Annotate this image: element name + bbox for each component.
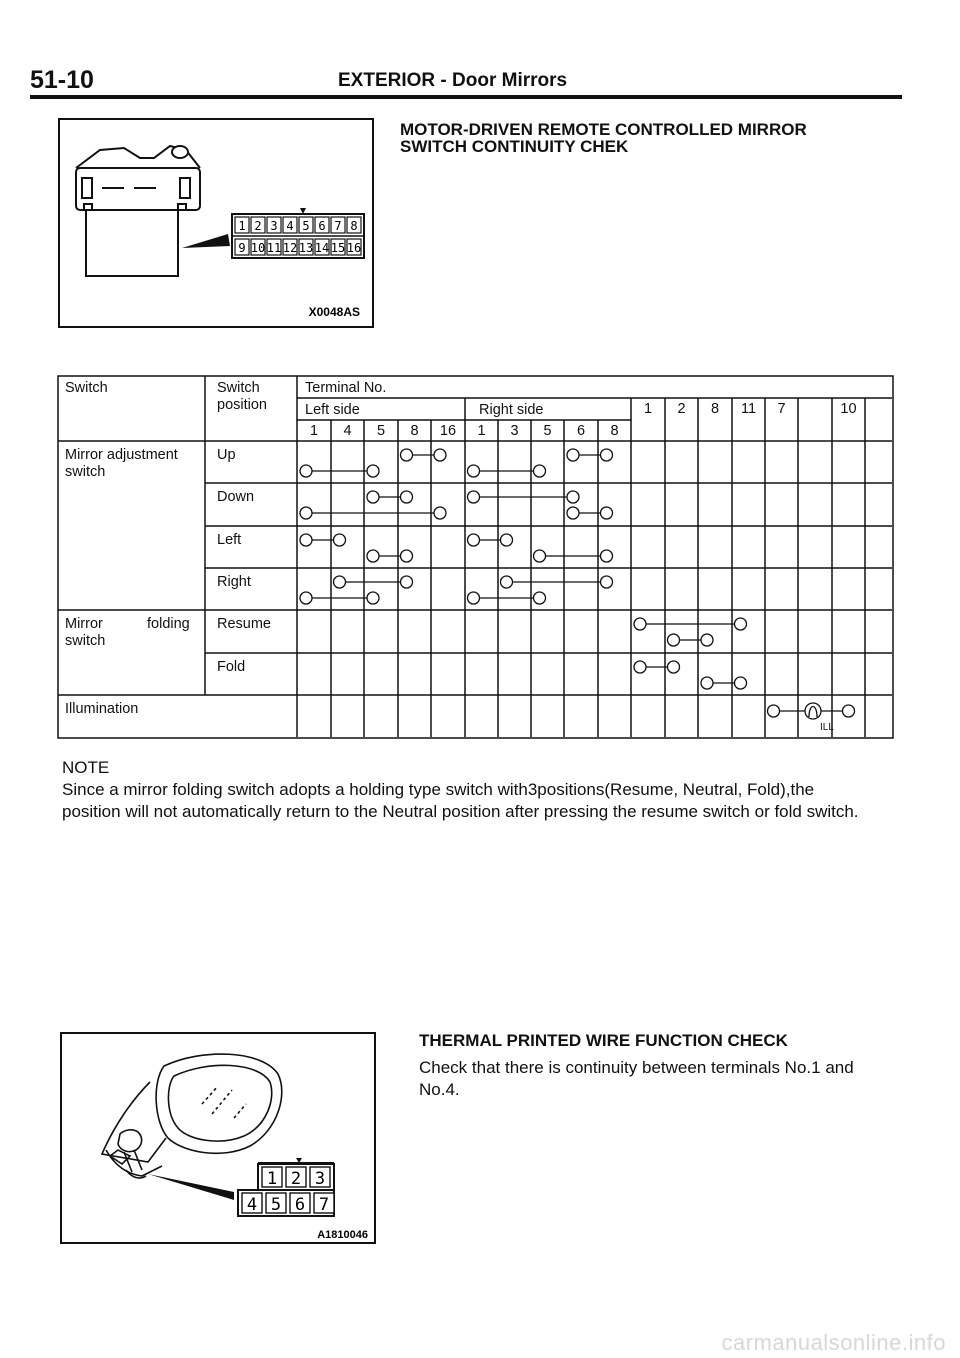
header-switch-position-2: position: [217, 397, 267, 413]
connector-pin-label: 4: [286, 219, 294, 233]
terminal-circle: [668, 634, 680, 646]
note-line1: Since a mirror folding switch adopts a holding type switch with3positions(Resume, Neutral, Fold),the: [62, 780, 815, 799]
page-number: 51-10: [30, 66, 94, 94]
terminal-circle: [401, 449, 413, 461]
terminal-circle: [768, 705, 780, 717]
connector-pin-label: 6: [318, 219, 326, 233]
switch-illustration: [60, 120, 372, 326]
terminal-label: 1: [477, 423, 486, 439]
terminal-label: 2: [677, 401, 686, 417]
door-mirror-figure: [60, 1032, 376, 1244]
terminal-circle: [334, 534, 346, 546]
terminal-label: 11: [740, 401, 757, 417]
terminal-label: 7: [777, 401, 786, 417]
terminal-label: 5: [543, 423, 552, 439]
terminal-circle: [534, 592, 546, 604]
terminal-circle: [534, 465, 546, 477]
connector-pin-label: 12: [282, 241, 298, 255]
terminal-label: 8: [610, 423, 619, 439]
terminal-label: 16: [439, 423, 457, 439]
header-right-side: Right side: [479, 402, 544, 418]
terminal-circle: [567, 449, 579, 461]
terminal-circle: [567, 507, 579, 519]
connector-pin-label: 14: [314, 241, 330, 255]
terminal-circle: [668, 661, 680, 673]
connector-pin-label: 4: [246, 1195, 258, 1215]
lamp-label: ILL: [820, 722, 834, 733]
terminal-circle: [534, 550, 546, 562]
terminal-circle: [468, 465, 480, 477]
group-mirror-adjustment: Mirror adjustment: [65, 447, 178, 463]
header-switch: Switch: [65, 380, 108, 396]
section2-body-line1: Check that there is continuity between terminals No.1 and: [419, 1058, 854, 1077]
connector-pin-label: 2: [254, 219, 262, 233]
terminal-label: 6: [576, 423, 586, 439]
note-heading: NOTE: [62, 758, 110, 777]
connector-pin-label: 10: [250, 241, 266, 255]
terminal-circle: [367, 465, 379, 477]
terminal-circle: [300, 507, 312, 519]
terminal-circle: [468, 491, 480, 503]
terminal-circle: [334, 576, 346, 588]
terminal-circle: [468, 534, 480, 546]
connector-pin-label: 16: [346, 241, 362, 255]
position-left: Left: [217, 532, 242, 548]
terminal-circle: [501, 534, 513, 546]
position-down: Down: [217, 489, 255, 505]
terminal-label: 8: [710, 401, 720, 417]
group-mirror-folding-b: folding: [147, 616, 190, 632]
position-resume: Resume: [217, 616, 271, 632]
connector-pin-label: 5: [270, 1195, 282, 1215]
terminal-label: 8: [410, 423, 419, 439]
header-rule: [30, 95, 902, 99]
connector-pin-label: 7: [334, 219, 342, 233]
terminal-circle: [601, 449, 613, 461]
connector-pin-label: 6: [294, 1195, 306, 1215]
connector-pin-label: 3: [314, 1169, 326, 1189]
terminal-circle: [701, 634, 713, 646]
terminal-circle: [735, 677, 747, 689]
page-title: EXTERIOR - Door Mirrors: [338, 70, 568, 91]
terminal-label: 5: [376, 423, 386, 439]
header-terminal-no: Terminal No.: [305, 380, 387, 396]
terminal-circle: [601, 576, 613, 588]
terminal-circle: [434, 507, 446, 519]
terminal-label: 1: [643, 401, 653, 417]
group-mirror-folding: Mirror: [65, 616, 103, 632]
header-switch-position: Switch: [217, 380, 260, 396]
terminal-circle: [401, 491, 413, 503]
connector-pin-label: 1: [238, 219, 246, 233]
section-title-line1: MOTOR-DRIVEN REMOTE CONTROLLED MIRROR: [400, 120, 807, 139]
terminal-label: 1: [309, 423, 319, 439]
position-right: Right: [217, 574, 251, 590]
connector-pin-label: 11: [266, 241, 282, 255]
connector-pin-label: 15: [330, 241, 346, 255]
terminal-label: 10: [840, 401, 857, 417]
header-left-side: Left side: [305, 402, 360, 418]
connector-pin-label: 9: [238, 241, 246, 255]
terminal-circle: [601, 507, 613, 519]
terminal-circle: [300, 465, 312, 477]
connector-pin-label: 13: [298, 241, 314, 255]
terminal-circle: [367, 491, 379, 503]
terminal-circle: [843, 705, 855, 717]
note-line2: position will not automatically return to the Neutral position after pressing the resume switch or fold switch.: [62, 802, 859, 821]
continuity-table: [57, 375, 895, 740]
terminal-circle: [401, 576, 413, 588]
connector-pin-label: 5: [302, 219, 310, 233]
figure2-code: A1810046: [317, 1229, 368, 1241]
terminal-circle: [367, 592, 379, 604]
connector-pin-label: 2: [290, 1169, 302, 1189]
group-illumination: Illumination: [65, 701, 139, 717]
group-mirror-folding-2: switch: [65, 633, 106, 649]
position-up: Up: [217, 447, 236, 463]
position-fold: Fold: [217, 659, 246, 675]
section-title-line2: SWITCH CONTINUITY CHEK: [400, 137, 629, 156]
terminal-circle: [601, 550, 613, 562]
terminal-circle: [401, 550, 413, 562]
terminal-circle: [735, 618, 747, 630]
terminal-circle: [300, 534, 312, 546]
switch-connector-figure: [58, 118, 374, 328]
terminal-label: 4: [343, 423, 352, 439]
terminal-circle: [701, 677, 713, 689]
connector-pin-label: 1: [266, 1169, 278, 1189]
lamp-icon: [805, 703, 821, 719]
terminal-circle: [634, 661, 646, 673]
terminal-circle: [501, 576, 513, 588]
watermark: carmanualsonline.info: [721, 1330, 946, 1355]
terminal-circle: [567, 491, 579, 503]
terminal-circle: [634, 618, 646, 630]
connector-pin-label: 3: [270, 219, 278, 233]
terminal-circle: [434, 449, 446, 461]
terminal-circle: [367, 550, 379, 562]
terminal-circle: [468, 592, 480, 604]
connector-pin-label: 7: [318, 1195, 330, 1215]
terminal-label: 3: [510, 423, 519, 439]
connector-pin-label: 8: [350, 219, 358, 233]
section2-title: THERMAL PRINTED WIRE FUNCTION CHECK: [419, 1031, 788, 1050]
section2-body-line2: No.4.: [419, 1080, 460, 1099]
door-mirror-illustration: [62, 1034, 374, 1242]
group-mirror-adjustment-2: switch: [65, 464, 106, 480]
figure-code: X0048AS: [308, 305, 360, 319]
terminal-circle: [300, 592, 312, 604]
